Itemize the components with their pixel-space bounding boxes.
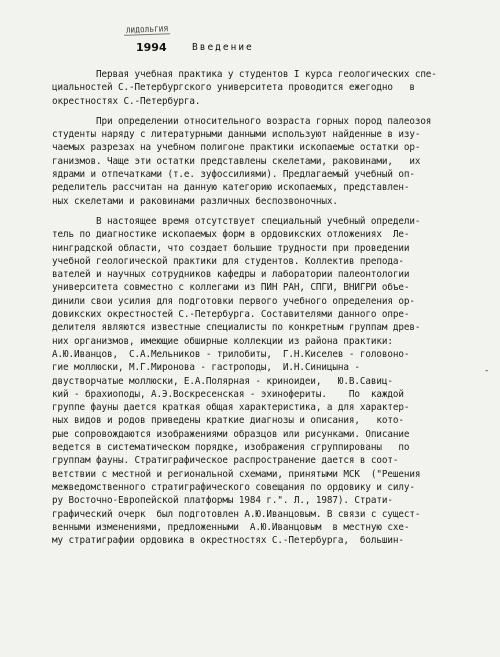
text-line: ределитель рассчитан на данную категорию ископаемых, представлен- xyxy=(52,182,410,194)
section-title: Введение xyxy=(192,42,254,53)
library-stamp: ЛИДОЛЬГИЯ xyxy=(124,25,171,36)
text-line: графический очерк был подготовлен А.Ю.Иванцовым. В связи с сущест- xyxy=(52,508,421,520)
text-line: группе фауны дается краткая общая характеристика, а для характер- xyxy=(52,402,410,414)
text-line: кий - брахиоподы, А.Э.Воскресенская - эхинофериты. По каждой xyxy=(52,388,404,400)
paragraph-gap xyxy=(52,108,454,115)
text-line: ганизмов. Чаще эти остатки представлены скелетами, раковинами, их xyxy=(52,155,421,167)
text-line: При определении относительного возраста горных пород палеозоя xyxy=(52,115,432,127)
margin-mark: - xyxy=(484,366,490,376)
text-line: циальностей С.-Петербургского университета проводится ежегодно в xyxy=(52,82,415,94)
paragraph xyxy=(52,115,454,208)
body-text xyxy=(52,68,454,547)
text-line: ру Восточно-Европейской платформы 1984 г.". Л., 1987). Страти- xyxy=(52,495,393,507)
text-line: ядрами и отпечатками (т.е. зуфоссилиями). Предлагаемый учебный оп- xyxy=(52,169,415,181)
text-line: университета совместно с коллегами из ПИН РАН, СПГИ, ВНИГРИ объе- xyxy=(52,282,410,294)
paragraph xyxy=(52,215,454,547)
text-line: Первая учебная практика у студентов I курса геологических спе- xyxy=(52,69,437,80)
text-line: них организмов, имеющие обширные коллекции из района практики: xyxy=(52,335,393,347)
text-line: двустворчатые моллюски, Е.А.Полярная - криноидеи, Ю.В.Савиц- xyxy=(52,375,393,387)
text-line: окрестностях С.-Петербурга. xyxy=(52,95,201,107)
text-line: делителя являются известные специалисты по конкретным группам древ- xyxy=(52,322,421,334)
page-number: 1994 xyxy=(136,41,167,54)
text-line: группам фауны. Стратиграфическое распространение дается в соот- xyxy=(52,455,399,467)
text-line: учебной геологической практики для студентов. Коллектив препода- xyxy=(52,255,404,267)
text-line: ных видов и родов приведены краткие диагнозы и описания, кото- xyxy=(52,415,404,427)
text-line: чаемых разрезах на учебном полигоне практики ископаемые остатки ор- xyxy=(52,142,421,154)
text-line: довикских окрестностей С.-Петербурга. Составителями данного опре- xyxy=(52,309,410,321)
paragraph-gap xyxy=(52,208,454,215)
text-line: нинградской области, что создает большие трудности при проведении xyxy=(52,242,410,254)
text-line: В настоящее время отсутствует специальный учебный определи- xyxy=(52,215,421,227)
text-line: тель по диагностике ископаемых форм в ордовикских отложениях Ле- xyxy=(52,229,410,241)
text-line: гие моллюски, М.Г.Миронова - гастроподы, И.Н.Синицына - xyxy=(52,362,360,374)
text-line: А.Ю.Иванцов, С.А.Мельников - трилобиты, Г.Н.Киселев - головоно- xyxy=(52,348,410,360)
text-line: студенты наряду с литературными данными используют найденные в изу- xyxy=(52,129,421,141)
text-line: ных скелетами и раковинами различных беспозвоночных. xyxy=(52,195,338,207)
text-line: вателей и научных сотрудников кафедры и лаборатории палеонтологии xyxy=(52,269,410,281)
text-line: ветствии с местной и региональной схемами, принятыми МСК ("Решения xyxy=(52,468,421,480)
text-line: ведется в систематическом порядке, изображения сгруппированы по xyxy=(52,442,410,454)
text-line: му стратиграфии ордовика в окрестностях С.-Петербурга, большин- xyxy=(52,535,404,547)
text-line: динили свои усилия для подготовки первого учебного определения ор- xyxy=(52,295,415,307)
text-line: венными изменениями, предложенными А.Ю.Иванцовым в местную схе- xyxy=(52,521,410,533)
text-line: рые сопровождаются изображениями образцов или рисунками. Описание xyxy=(52,428,410,440)
paragraph xyxy=(52,68,454,108)
text-line: межведомственного стратиграфического совещания по ордовику и силу- xyxy=(52,481,415,493)
